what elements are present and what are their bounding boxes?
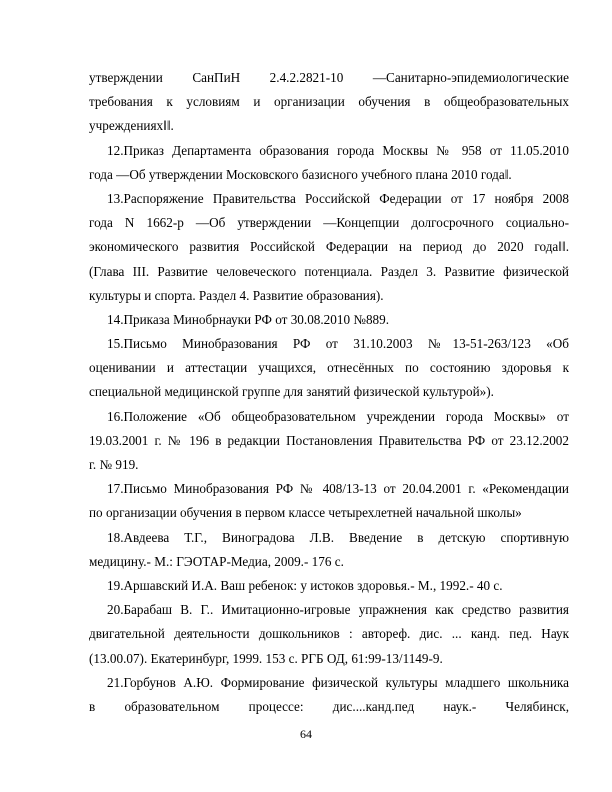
text-line: г. № 919.	[89, 457, 139, 472]
text-line: 14.Приказа Минобрнауки РФ от 30.08.2010 №889.	[107, 311, 390, 327]
text-line: 12.Приказ Департамента образования города Москвы № 958 от 11.05.2010	[107, 142, 569, 158]
text-line: специальной медицинской группе для занятий физической культурой»).	[89, 384, 494, 400]
text-line: медицину.- М.: ГЭОТАР-Медиа, 2009.- 176 с.	[89, 553, 344, 569]
text-line: в образовательном процессе: дис....канд.пед наук.- Челябинск,	[89, 698, 569, 714]
page-number: 64	[300, 727, 312, 741]
text-line: двигательной деятельности дошкольников : автореф. дис. ... канд. пед. Наук	[89, 626, 569, 642]
text-line: 21.Горбунов А.Ю. Формирование физической культуры младшего школьника	[107, 674, 569, 690]
text-line: 19.Аршавский И.А. Ваш ребенок: у истоков здоровья.- М., 1992.- 40 с.	[107, 577, 503, 593]
text-line: оценивании и аттестации учащихся, отнесённых по состоянию здоровья к	[89, 360, 569, 376]
text-line: учреждениях‖‖.	[89, 118, 174, 134]
text-line: 16.Положение «Об общеобразовательном учреждении города Москвы» от	[107, 408, 569, 424]
text-line: (Глава III. Развитие человеческого потенциала. Раздел 3. Развитие физической	[89, 263, 569, 279]
text-line: 20.Барабаш В. Г.. Имитационно-игровые упражнения как средство развития	[107, 602, 569, 618]
text-line: утверждении СанПиН 2.4.2.2821-10 ―Санитарно-эпидемиологические	[89, 70, 569, 85]
document-body	[89, 66, 569, 719]
text-line: культуры и спорта. Раздел 4. Развитие образования).	[89, 287, 384, 303]
text-line: года N 1662-р ―Об утверждении ―Концепции долгосрочного социально-	[89, 215, 569, 231]
text-line: 19.03.2001 г. № 196 в редакции Постановления Правительства РФ от 23.12.2002	[89, 432, 569, 448]
text-line: года ―Об утверждении Московского базисного учебного плана 2010 года‖.	[89, 166, 512, 182]
text-line: (13.00.07). Екатеринбург, 1999. 153 с. РГБ ОД, 61:99-13/1149-9.	[89, 650, 443, 666]
text-line: 15.Письмо Минобразования РФ от 31.10.2003 №13-51-263/123 «Об	[107, 336, 569, 352]
text-line: 18.Авдеева Т.Г., Виноградова Л.В. Введение в детскую спортивную	[107, 529, 569, 545]
text-line: 17.Письмо Минобразования РФ № 408/13-13 от 20.04.2001 г. «Рекомендации	[107, 481, 569, 497]
text-line: 13.Распоряжение Правительства Российской Федерации от 17 ноября 2008	[107, 190, 569, 206]
text-line: экономического развития Российской Федерации на период до 2020 года‖‖.	[89, 239, 569, 255]
text-line: по организации обучения в первом классе четырехлетней начальной школы»	[89, 505, 522, 521]
text-line: требования к условиям и организации обучения в общеобразовательных	[89, 94, 569, 110]
